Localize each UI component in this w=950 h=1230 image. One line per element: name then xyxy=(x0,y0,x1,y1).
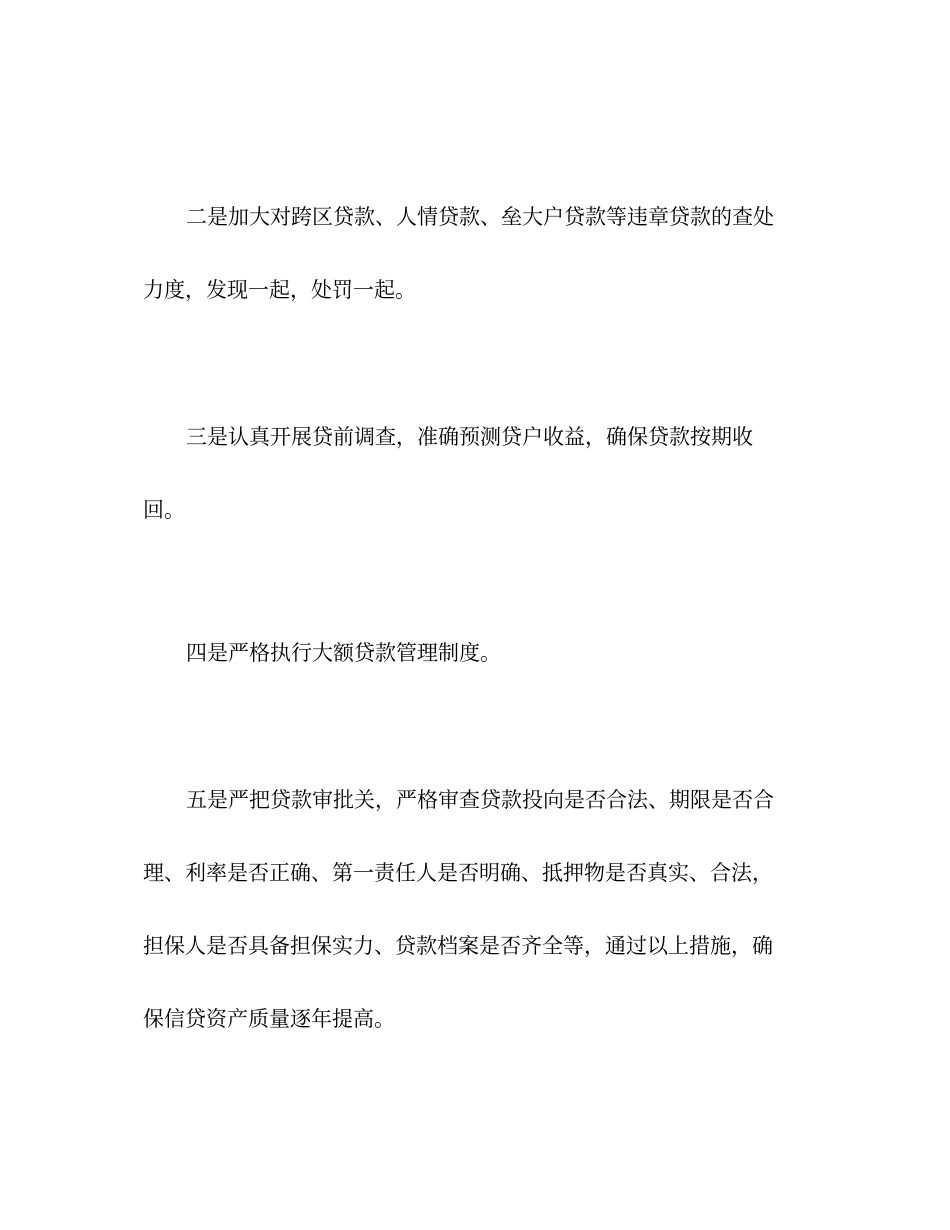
paragraph-item-4 xyxy=(143,638,803,711)
paragraph-line: 力度，发现一起，处罚一起。 xyxy=(143,278,416,302)
paragraph-line: 理、利率是否正确、第一责任人是否明确、抵押物是否真实、合法， xyxy=(143,861,773,885)
paragraph-item-3 xyxy=(143,422,803,568)
paragraph-line: 四是严格执行大额贷款管理制度。 xyxy=(186,641,501,665)
paragraph-line: 担保人是否具备担保实力、贷款档案是否齐全等，通过以上措施，确 xyxy=(143,934,773,958)
paragraph-line: 三是认真开展贷前调查，准确预测贷户收益，确保贷款按期收 xyxy=(186,425,753,449)
paragraph-line: 保信贷资产质量逐年提高。 xyxy=(143,1007,395,1031)
paragraph-line: 回。 xyxy=(143,498,185,522)
paragraph-item-5 xyxy=(143,785,803,1077)
paragraph-line: 五是严把贷款审批关，严格审查贷款投向是否合法、期限是否合 xyxy=(186,788,774,812)
paragraph-line: 二是加大对跨区贷款、人情贷款、垒大户贷款等违章贷款的查处 xyxy=(186,205,774,229)
paragraph-item-2 xyxy=(143,202,803,348)
